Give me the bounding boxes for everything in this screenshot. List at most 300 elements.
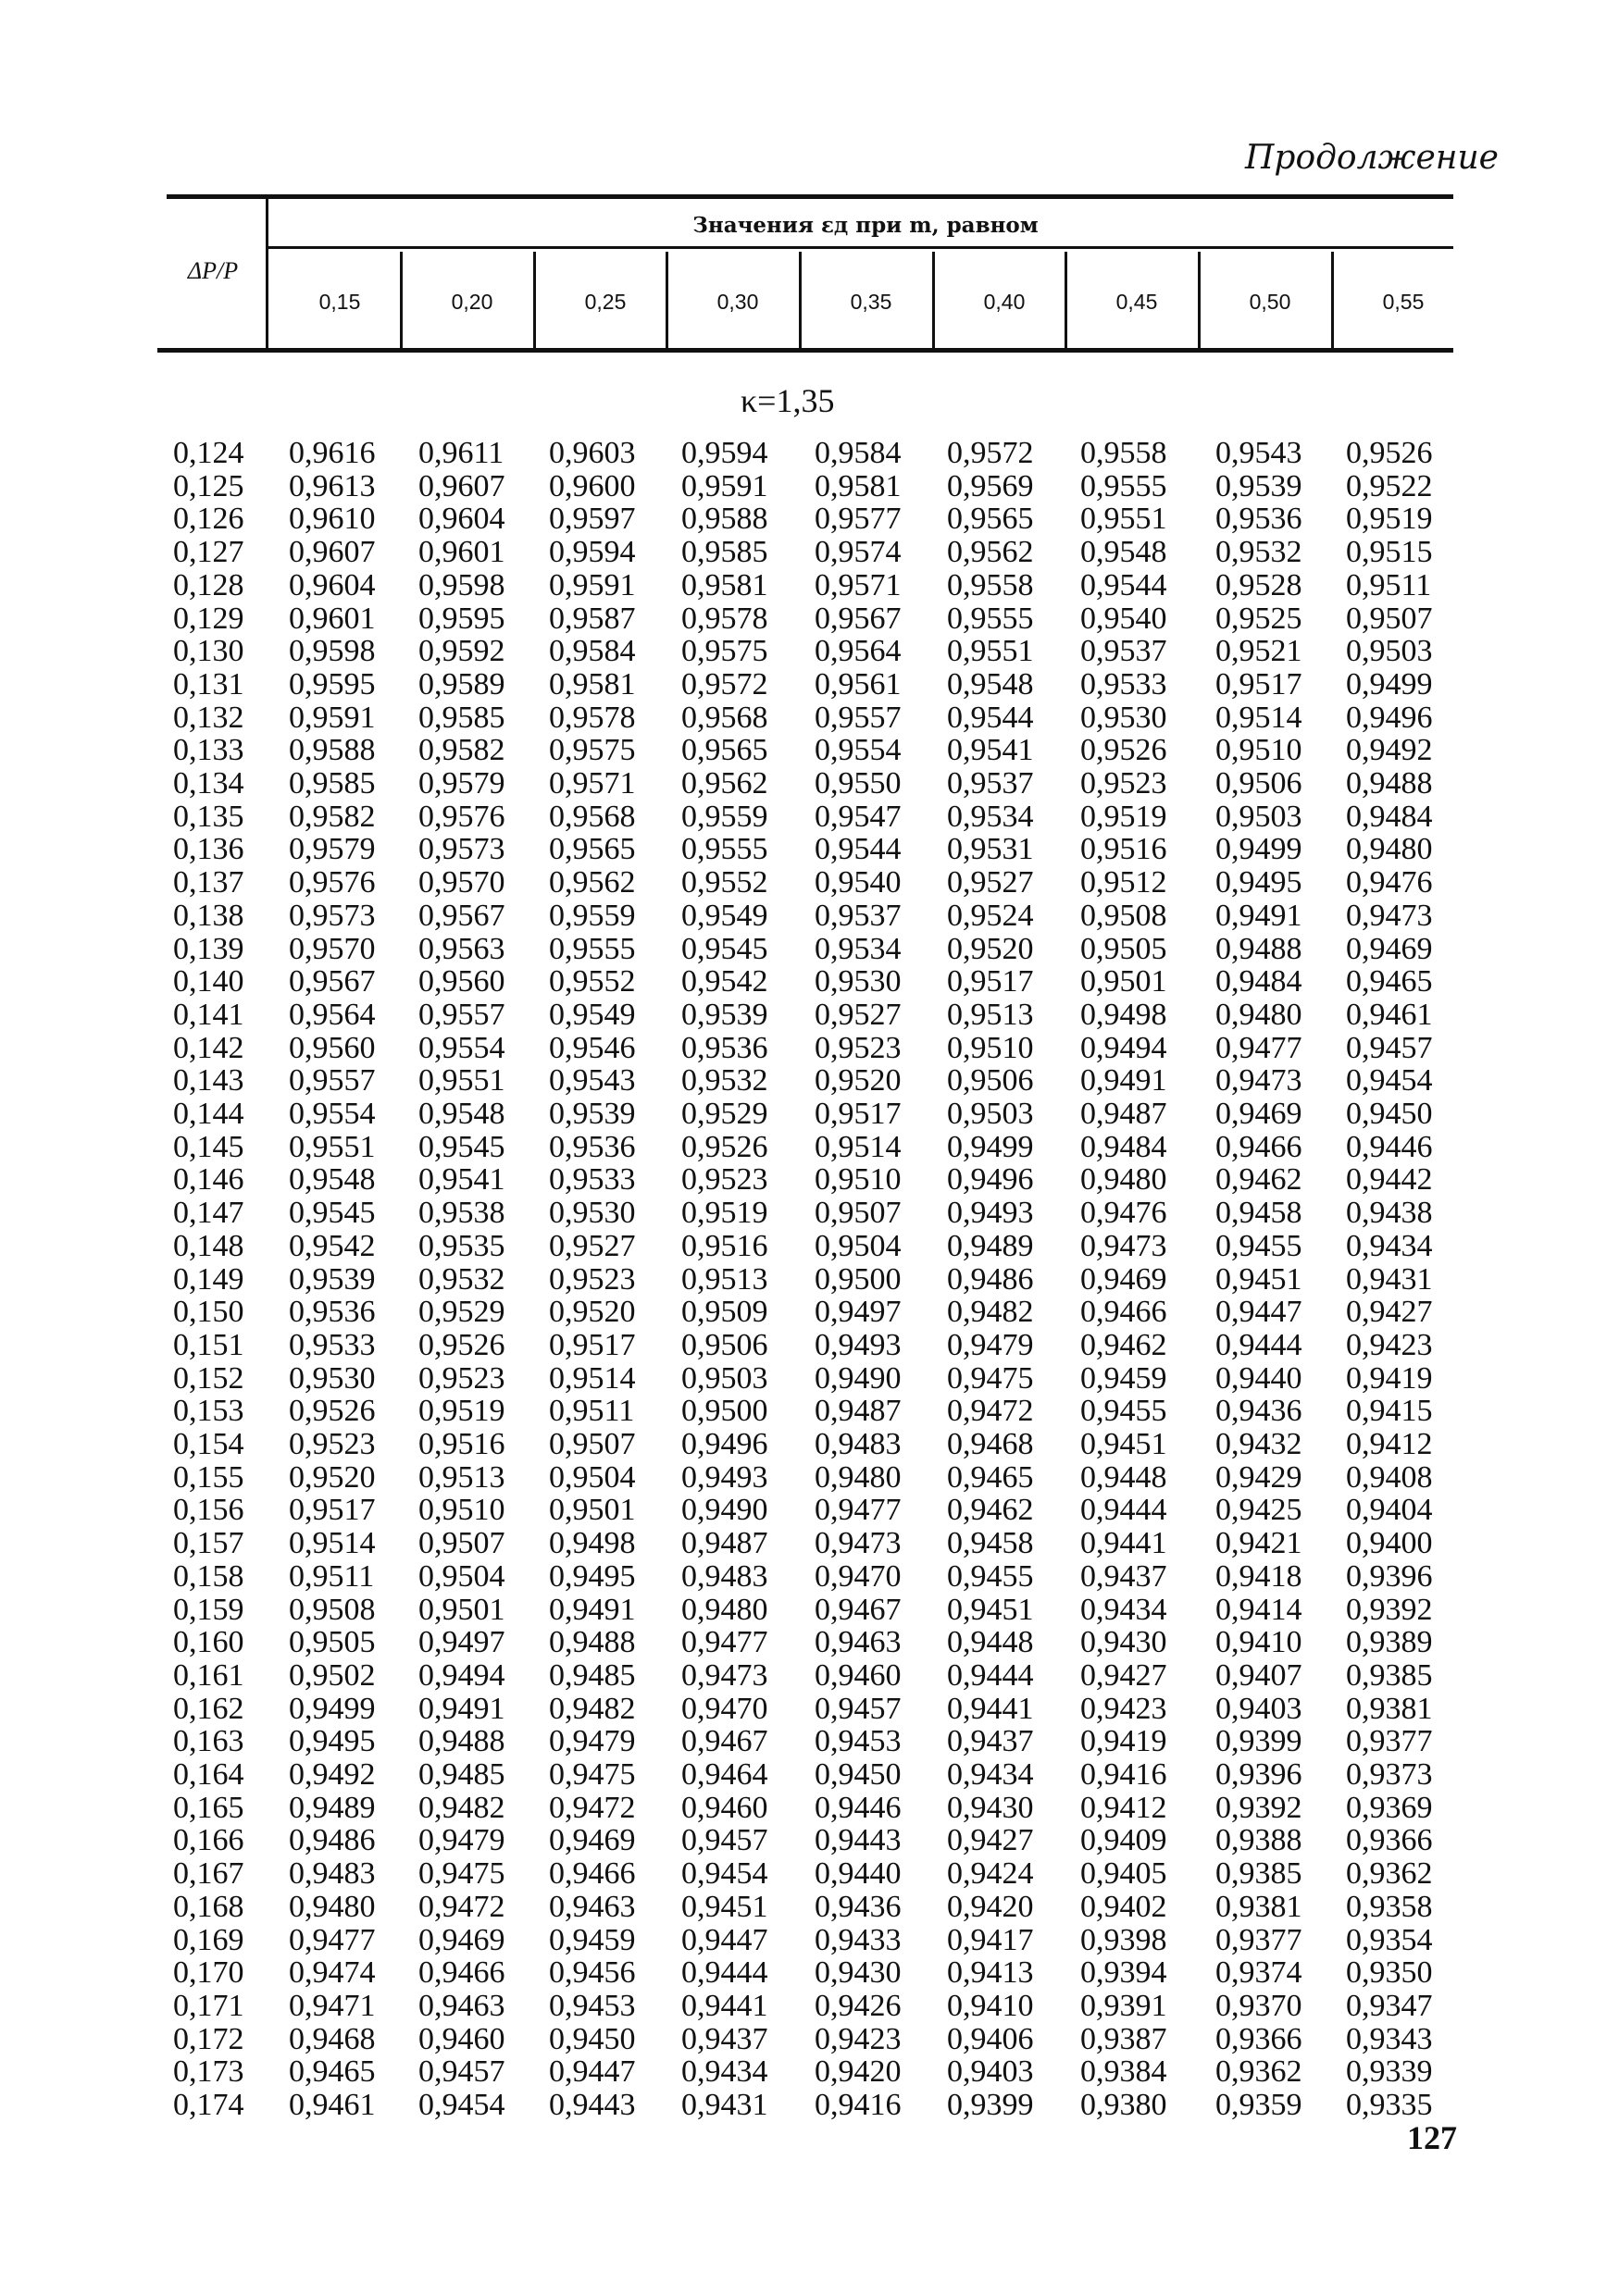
value-cell: 0,9579 (289, 832, 376, 867)
value-cell: 0,9480 (815, 1459, 902, 1495)
value-cell: 0,9437 (1080, 1558, 1167, 1594)
value-cell: 0,9548 (418, 1097, 505, 1131)
row-label-cell: 0,145 (173, 1129, 244, 1164)
value-cell: 0,9539 (289, 1261, 376, 1297)
value-cell: 0,9441 (1080, 1526, 1167, 1561)
value-cell: 0,9497 (815, 1295, 902, 1330)
row-label-cell: 0,160 (173, 1625, 244, 1660)
value-cell: 0,9514 (1215, 700, 1302, 735)
value-cell: 0,9562 (549, 865, 636, 900)
value-cell: 0,9616 (289, 436, 376, 470)
row-label-cell: 0,132 (173, 700, 244, 735)
value-cell: 0,9477 (815, 1493, 902, 1528)
value-cell: 0,9473 (815, 1526, 902, 1561)
value-cell: 0,9589 (418, 666, 505, 701)
value-cell: 0,9506 (681, 1327, 768, 1362)
value-cell: 0,9536 (289, 1295, 376, 1330)
row-label-cell: 0,154 (173, 1427, 244, 1461)
value-cell: 0,9523 (815, 1030, 902, 1065)
row-label-cell: 0,129 (173, 601, 244, 636)
value-cell: 0,9339 (1346, 2054, 1433, 2090)
value-cell: 0,9506 (1215, 766, 1302, 800)
value-cell: 0,9436 (815, 1889, 902, 1924)
value-cell: 0,9513 (681, 1261, 768, 1297)
value-cell: 0,9502 (289, 1657, 376, 1693)
value-cell: 0,9402 (1080, 1889, 1167, 1924)
value-cell: 0,9591 (681, 468, 768, 503)
value-cell: 0,9545 (418, 1129, 505, 1164)
value-cell: 0,9517 (549, 1327, 636, 1362)
value-cell: 0,9519 (1080, 799, 1167, 834)
value-cell: 0,9597 (549, 502, 636, 537)
row-label-cell: 0,150 (173, 1295, 244, 1330)
value-cell: 0,9516 (1080, 832, 1167, 867)
value-cell: 0,9469 (549, 1823, 636, 1858)
value-cell: 0,9519 (418, 1394, 505, 1429)
value-cell: 0,9561 (815, 666, 902, 701)
value-cell: 0,9470 (815, 1558, 902, 1594)
column-divider (1065, 252, 1067, 348)
value-cell: 0,9472 (418, 1889, 505, 1924)
value-cell: 0,9415 (1346, 1394, 1433, 1429)
value-cell: 0,9584 (549, 634, 636, 669)
value-cell: 0,9496 (681, 1427, 768, 1461)
value-cell: 0,9447 (681, 1922, 768, 1957)
value-cell: 0,9418 (1215, 1558, 1302, 1594)
value-cell: 0,9408 (1346, 1459, 1433, 1495)
page-number: 127 (1407, 2119, 1457, 2156)
value-cell: 0,9488 (418, 1724, 505, 1759)
value-cell: 0,9469 (1346, 931, 1433, 966)
value-cell: 0,9453 (815, 1724, 902, 1759)
value-cell: 0,9535 (418, 1228, 505, 1263)
value-cell: 0,9500 (815, 1261, 902, 1297)
value-cell: 0,9519 (1346, 502, 1433, 537)
value-cell: 0,9543 (549, 1063, 636, 1098)
value-cell: 0,9409 (1080, 1823, 1167, 1858)
value-cell: 0,9560 (418, 964, 505, 999)
value-cell: 0,9576 (418, 799, 505, 834)
value-cell: 0,9533 (549, 1162, 636, 1198)
value-cell: 0,9581 (549, 666, 636, 701)
value-cell: 0,9462 (1080, 1327, 1167, 1362)
value-cell: 0,9450 (815, 1757, 902, 1792)
value-cell: 0,9547 (815, 799, 902, 834)
value-cell: 0,9416 (1080, 1757, 1167, 1792)
value-cell: 0,9531 (947, 832, 1034, 867)
row-label-cell: 0,156 (173, 1493, 244, 1528)
value-cell: 0,9510 (947, 1030, 1034, 1065)
value-cell: 0,9544 (1080, 567, 1167, 602)
value-cell: 0,9491 (1080, 1063, 1167, 1098)
row-label-cell: 0,166 (173, 1823, 244, 1858)
value-cell: 0,9526 (681, 1129, 768, 1164)
value-cell: 0,9495 (549, 1558, 636, 1594)
value-cell: 0,9417 (947, 1922, 1034, 1957)
value-cell: 0,9488 (1346, 766, 1433, 800)
value-cell: 0,9503 (947, 1097, 1034, 1131)
row-label-cell: 0,148 (173, 1228, 244, 1263)
value-cell: 0,9463 (418, 1988, 505, 2023)
value-cell: 0,9394 (1080, 1955, 1167, 1991)
value-cell: 0,9430 (1080, 1625, 1167, 1660)
value-cell: 0,9460 (815, 1657, 902, 1693)
value-cell: 0,9380 (1080, 2088, 1167, 2122)
value-cell: 0,9507 (815, 1196, 902, 1231)
value-cell: 0,9392 (1215, 1790, 1302, 1825)
row-label-header: ΔP/P (187, 257, 239, 284)
value-cell: 0,9550 (815, 766, 902, 800)
value-cell: 0,9443 (815, 1823, 902, 1858)
value-cell: 0,9585 (289, 766, 376, 800)
value-cell: 0,9377 (1215, 1922, 1302, 1957)
value-cell: 0,9562 (681, 766, 768, 800)
value-cell: 0,9404 (1346, 1493, 1433, 1528)
m-header-0: 0,15 (318, 290, 361, 314)
value-cell: 0,9532 (681, 1063, 768, 1098)
value-cell: 0,9430 (947, 1790, 1034, 1825)
value-cell: 0,9473 (1346, 898, 1433, 933)
value-cell: 0,9362 (1215, 2054, 1302, 2090)
value-cell: 0,9484 (1346, 799, 1433, 834)
value-cell: 0,9410 (947, 1988, 1034, 2023)
value-cell: 0,9543 (1215, 436, 1302, 470)
value-cell: 0,9545 (681, 931, 768, 966)
value-cell: 0,9588 (681, 502, 768, 537)
value-cell: 0,9463 (549, 1889, 636, 1924)
value-cell: 0,9559 (549, 898, 636, 933)
value-cell: 0,9437 (947, 1724, 1034, 1759)
value-cell: 0,9471 (289, 1988, 376, 2023)
value-cell: 0,9585 (681, 535, 768, 570)
column-divider (932, 252, 935, 348)
value-cell: 0,9429 (1215, 1459, 1302, 1495)
table-top-rule (167, 194, 1453, 199)
value-cell: 0,9514 (549, 1360, 636, 1396)
value-cell: 0,9444 (947, 1657, 1034, 1693)
row-label-column-divider (266, 199, 268, 348)
value-cell: 0,9555 (1080, 468, 1167, 503)
value-cell: 0,9388 (1215, 1823, 1302, 1858)
row-label-cell: 0,157 (173, 1526, 244, 1561)
value-cell: 0,9412 (1080, 1790, 1167, 1825)
row-label-cell: 0,151 (173, 1327, 244, 1362)
value-cell: 0,9564 (815, 634, 902, 669)
value-cell: 0,9513 (947, 997, 1034, 1032)
value-cell: 0,9571 (549, 766, 636, 800)
value-cell: 0,9366 (1346, 1823, 1433, 1858)
value-cell: 0,9572 (681, 666, 768, 701)
value-cell: 0,9523 (418, 1360, 505, 1396)
m-header-7: 0,50 (1249, 290, 1291, 314)
row-label-cell: 0,126 (173, 502, 244, 537)
value-cell: 0,9465 (947, 1459, 1034, 1495)
value-cell: 0,9420 (947, 1889, 1034, 1924)
value-cell: 0,9451 (1080, 1427, 1167, 1461)
value-cell: 0,9482 (549, 1691, 636, 1726)
value-cell: 0,9423 (1080, 1691, 1167, 1726)
section-label: κ=1,35 (741, 382, 835, 419)
row-label-cell: 0,149 (173, 1261, 244, 1297)
value-cell: 0,9480 (1080, 1162, 1167, 1198)
value-cell: 0,9565 (681, 733, 768, 768)
value-cell: 0,9610 (289, 502, 376, 537)
value-cell: 0,9490 (815, 1360, 902, 1396)
value-cell: 0,9582 (289, 799, 376, 834)
value-cell: 0,9467 (681, 1724, 768, 1759)
m-header-1: 0,20 (451, 290, 493, 314)
row-label-cell: 0,152 (173, 1360, 244, 1396)
value-cell: 0,9573 (289, 898, 376, 933)
value-cell: 0,9501 (1080, 964, 1167, 999)
row-label-cell: 0,139 (173, 931, 244, 966)
value-cell: 0,9571 (815, 567, 902, 602)
value-cell: 0,9479 (947, 1327, 1034, 1362)
value-cell: 0,9546 (549, 1030, 636, 1065)
value-cell: 0,9444 (681, 1955, 768, 1991)
value-cell: 0,9399 (1215, 1724, 1302, 1759)
value-cell: 0,9595 (289, 666, 376, 701)
value-cell: 0,9570 (289, 931, 376, 966)
value-cell: 0,9493 (815, 1327, 902, 1362)
row-label-cell: 0,174 (173, 2088, 244, 2122)
value-cell: 0,9510 (815, 1162, 902, 1198)
value-cell: 0,9431 (1346, 1261, 1433, 1297)
value-cell: 0,9488 (1215, 931, 1302, 966)
value-cell: 0,9442 (1346, 1162, 1433, 1198)
value-cell: 0,9548 (1080, 535, 1167, 570)
value-cell: 0,9482 (418, 1790, 505, 1825)
value-cell: 0,9477 (1215, 1030, 1302, 1065)
m-header-8: 0,55 (1382, 290, 1425, 314)
value-cell: 0,9468 (947, 1427, 1034, 1461)
value-cell: 0,9514 (289, 1526, 376, 1561)
value-cell: 0,9466 (418, 1955, 505, 1991)
value-cell: 0,9527 (947, 865, 1034, 900)
value-cell: 0,9384 (1080, 2054, 1167, 2090)
value-cell: 0,9567 (289, 964, 376, 999)
value-cell: 0,9507 (418, 1526, 505, 1561)
value-cell: 0,9521 (1215, 634, 1302, 669)
value-cell: 0,9526 (418, 1327, 505, 1362)
value-cell: 0,9588 (289, 733, 376, 768)
value-cell: 0,9477 (681, 1625, 768, 1660)
value-cell: 0,9470 (681, 1691, 768, 1726)
value-cell: 0,9434 (1080, 1592, 1167, 1627)
value-cell: 0,9412 (1346, 1427, 1433, 1461)
value-cell: 0,9420 (815, 2054, 902, 2090)
value-cell: 0,9480 (681, 1592, 768, 1627)
row-label-cell: 0,164 (173, 1757, 244, 1792)
value-cell: 0,9491 (1215, 898, 1302, 933)
value-cell: 0,9495 (289, 1724, 376, 1759)
value-cell: 0,9557 (815, 700, 902, 735)
value-cell: 0,9600 (549, 468, 636, 503)
value-cell: 0,9403 (1215, 1691, 1302, 1726)
value-cell: 0,9448 (1080, 1459, 1167, 1495)
value-cell: 0,9480 (1346, 832, 1433, 867)
value-cell: 0,9453 (549, 1988, 636, 2023)
value-cell: 0,9508 (1080, 898, 1167, 933)
value-cell: 0,9508 (289, 1592, 376, 1627)
row-label-cell: 0,127 (173, 535, 244, 570)
m-header-2: 0,25 (584, 290, 627, 314)
value-cell: 0,9492 (1346, 733, 1433, 768)
value-cell: 0,9604 (418, 502, 505, 537)
value-cell: 0,9504 (549, 1459, 636, 1495)
value-cell: 0,9475 (418, 1856, 505, 1892)
value-cell: 0,9517 (815, 1097, 902, 1131)
value-cell: 0,9381 (1346, 1691, 1433, 1726)
value-cell: 0,9567 (418, 898, 505, 933)
value-cell: 0,9477 (289, 1922, 376, 1957)
value-cell: 0,9523 (681, 1162, 768, 1198)
value-cell: 0,9406 (947, 2021, 1034, 2056)
value-cell: 0,9575 (549, 733, 636, 768)
value-cell: 0,9495 (1215, 865, 1302, 900)
value-cell: 0,9455 (1080, 1394, 1167, 1429)
value-cell: 0,9400 (1346, 1526, 1433, 1561)
value-cell: 0,9444 (1215, 1327, 1302, 1362)
value-cell: 0,9459 (549, 1922, 636, 1957)
value-cell: 0,9551 (1080, 502, 1167, 537)
row-label-cell: 0,147 (173, 1196, 244, 1231)
value-cell: 0,9457 (681, 1823, 768, 1858)
value-cell: 0,9611 (418, 436, 504, 470)
column-divider (1198, 252, 1201, 348)
value-cell: 0,9377 (1346, 1724, 1433, 1759)
value-cell: 0,9493 (947, 1196, 1034, 1231)
value-cell: 0,9410 (1215, 1625, 1302, 1660)
value-cell: 0,9540 (1080, 601, 1167, 636)
value-cell: 0,9582 (418, 733, 505, 768)
value-cell: 0,9451 (1215, 1261, 1302, 1297)
row-label-cell: 0,140 (173, 964, 244, 999)
value-cell: 0,9536 (549, 1129, 636, 1164)
value-cell: 0,9476 (1346, 865, 1433, 900)
value-cell: 0,9430 (815, 1955, 902, 1991)
value-cell: 0,9484 (1215, 964, 1302, 999)
value-cell: 0,9542 (289, 1228, 376, 1263)
row-label-cell: 0,173 (173, 2054, 244, 2090)
value-cell: 0,9489 (289, 1790, 376, 1825)
value-cell: 0,9462 (1215, 1162, 1302, 1198)
value-cell: 0,9537 (1080, 634, 1167, 669)
value-cell: 0,9498 (1080, 997, 1167, 1032)
value-cell: 0,9473 (681, 1657, 768, 1693)
value-cell: 0,9413 (947, 1955, 1034, 1991)
value-cell: 0,9510 (1215, 733, 1302, 768)
value-cell: 0,9503 (1215, 799, 1302, 834)
value-cell: 0,9551 (289, 1129, 376, 1164)
row-label-cell: 0,133 (173, 733, 244, 768)
value-cell: 0,9532 (418, 1261, 505, 1297)
value-cell: 0,9427 (1346, 1295, 1433, 1330)
column-divider (799, 252, 802, 348)
value-cell: 0,9507 (1346, 601, 1433, 636)
row-label-cell: 0,125 (173, 468, 244, 503)
value-cell: 0,9520 (947, 931, 1034, 966)
value-cell: 0,9485 (549, 1657, 636, 1693)
value-cell: 0,9539 (681, 997, 768, 1032)
value-cell: 0,9483 (815, 1427, 902, 1461)
row-label-cell: 0,136 (173, 832, 244, 867)
value-cell: 0,9455 (1215, 1228, 1302, 1263)
value-cell: 0,9419 (1346, 1360, 1433, 1396)
value-cell: 0,9520 (289, 1459, 376, 1495)
value-cell: 0,9530 (1080, 700, 1167, 735)
continuation-label: Продолжение (1245, 139, 1499, 177)
value-cell: 0,9526 (1080, 733, 1167, 768)
group-title-rule (266, 246, 1453, 249)
value-cell: 0,9447 (1215, 1295, 1302, 1330)
value-cell: 0,9437 (681, 2021, 768, 2056)
value-cell: 0,9575 (681, 634, 768, 669)
value-cell: 0,9476 (1080, 1196, 1167, 1231)
value-cell: 0,9494 (1080, 1030, 1167, 1065)
value-cell: 0,9511 (289, 1558, 375, 1594)
value-cell: 0,9613 (289, 468, 376, 503)
value-cell: 0,9500 (681, 1394, 768, 1429)
row-label-cell: 0,167 (173, 1856, 244, 1892)
value-cell: 0,9343 (1346, 2021, 1433, 2056)
row-label-cell: 0,169 (173, 1922, 244, 1957)
value-cell: 0,9374 (1215, 1955, 1302, 1991)
value-cell: 0,9581 (681, 567, 768, 602)
row-label-cell: 0,144 (173, 1097, 244, 1131)
value-cell: 0,9425 (1215, 1493, 1302, 1528)
value-cell: 0,9554 (418, 1030, 505, 1065)
value-cell: 0,9416 (815, 2088, 902, 2122)
value-cell: 0,9504 (418, 1558, 505, 1594)
value-cell: 0,9483 (289, 1856, 376, 1892)
value-cell: 0,9354 (1346, 1922, 1433, 1957)
value-cell: 0,9578 (549, 700, 636, 735)
value-cell: 0,9538 (418, 1196, 505, 1231)
value-cell: 0,9457 (815, 1691, 902, 1726)
value-cell: 0,9463 (815, 1625, 902, 1660)
value-cell: 0,9436 (1215, 1394, 1302, 1429)
value-cell: 0,9473 (1215, 1063, 1302, 1098)
value-cell: 0,9487 (815, 1394, 902, 1429)
value-cell: 0,9603 (549, 436, 636, 470)
value-cell: 0,9544 (947, 700, 1034, 735)
value-cell: 0,9567 (815, 601, 902, 636)
value-cell: 0,9501 (549, 1493, 636, 1528)
value-cell: 0,9511 (549, 1394, 635, 1429)
value-cell: 0,9485 (418, 1757, 505, 1792)
value-cell: 0,9569 (947, 468, 1034, 503)
value-cell: 0,9523 (289, 1427, 376, 1461)
value-cell: 0,9466 (549, 1856, 636, 1892)
value-cell: 0,9541 (947, 733, 1034, 768)
value-cell: 0,9511 (1346, 567, 1432, 602)
row-label-cell: 0,131 (173, 666, 244, 701)
value-cell: 0,9488 (549, 1625, 636, 1660)
value-cell: 0,9506 (947, 1063, 1034, 1098)
value-cell: 0,9523 (1080, 766, 1167, 800)
value-cell: 0,9458 (1215, 1196, 1302, 1231)
value-cell: 0,9555 (947, 601, 1034, 636)
value-cell: 0,9536 (1215, 502, 1302, 537)
value-cell: 0,9598 (289, 634, 376, 669)
value-cell: 0,9482 (947, 1295, 1034, 1330)
value-cell: 0,9532 (1215, 535, 1302, 570)
value-cell: 0,9516 (418, 1427, 505, 1461)
value-cell: 0,9362 (1346, 1856, 1433, 1892)
value-cell: 0,9607 (418, 468, 505, 503)
value-cell: 0,9494 (418, 1657, 505, 1693)
